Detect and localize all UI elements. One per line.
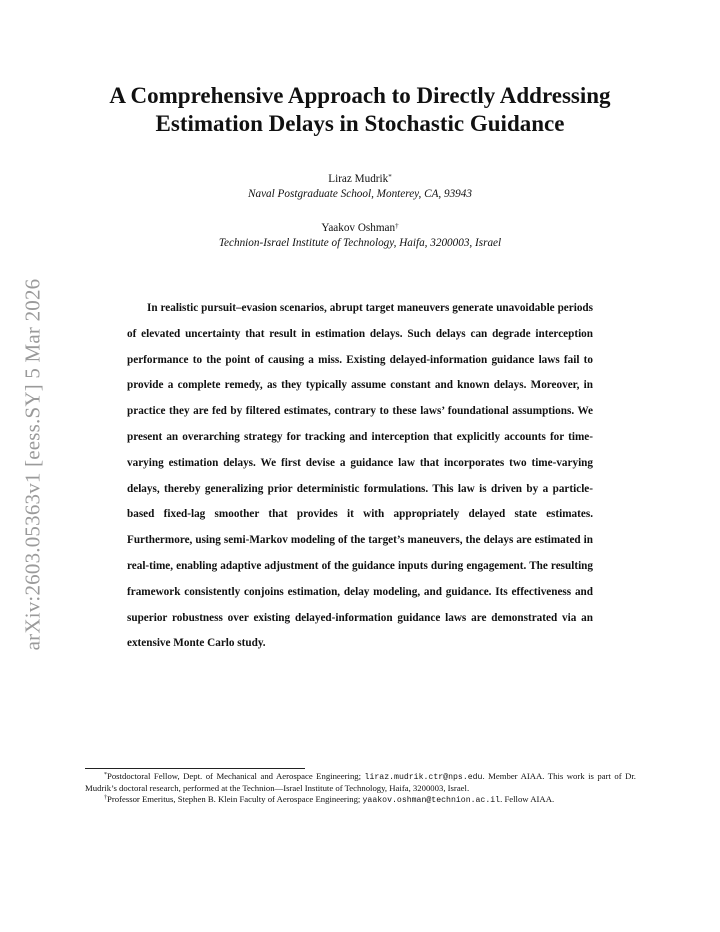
author-block-1 bbox=[70, 172, 650, 202]
author-footnote-mark: * bbox=[388, 173, 392, 181]
footnote-text: . Member AIAA. This work is part of Dr. Mudrik’s doctoral research, performed at the Technion—Israel Institute of Technology, Haifa, 3200003, Israel. bbox=[85, 771, 636, 793]
footnote-email: yaakov.oshman@technion.ac.il bbox=[362, 796, 501, 805]
author-name: Liraz Mudrik bbox=[328, 173, 389, 185]
arxiv-identifier-text: arXiv:2603.05363v1 [eess.SY] 5 Mar 2026 bbox=[20, 278, 45, 650]
author-name: Yaakov Oshman bbox=[321, 222, 396, 234]
author-affiliation: Technion-Israel Institute of Technology, Haifa, 3200003, Israel bbox=[218, 237, 502, 249]
paper-title bbox=[70, 82, 650, 138]
footnote-text: Postdoctoral Fellow, Dept. of Mechanical and Aerospace Engineering; bbox=[107, 771, 365, 781]
footnote-text: Professor Emeritus, Stephen B. Klein Faculty of Aerospace Engineering; bbox=[107, 794, 363, 804]
author-affiliation: Naval Postgraduate School, Monterey, CA, 93943 bbox=[248, 188, 472, 200]
arxiv-identifier-stamp bbox=[14, 254, 52, 674]
author-block-2 bbox=[70, 221, 650, 251]
footnote-text: . Fellow AIAA. bbox=[500, 794, 555, 804]
paper-title-line-2: Estimation Delays in Stochastic Guidance bbox=[155, 111, 565, 136]
footnotes bbox=[85, 771, 636, 806]
footnote-item bbox=[85, 794, 636, 806]
footnote-mark: † bbox=[104, 795, 107, 801]
author-footnote-mark: † bbox=[395, 222, 399, 230]
footnote-divider bbox=[85, 768, 305, 769]
footnote-item bbox=[85, 771, 636, 794]
footnote-mark: * bbox=[104, 772, 107, 778]
paper-title-line-1: A Comprehensive Approach to Directly Addressing bbox=[109, 83, 611, 108]
footnote-email: liraz.mudrik.ctr@nps.edu bbox=[364, 773, 483, 782]
abstract-paragraph: In realistic pursuit–evasion scenarios, abrupt target maneuvers generate unavoidable periods of elevated uncertainty that result in estimation delays. Such delays can degrade interception performance to the point of causing a miss. Existing delayed-information guidance laws fail to provide a complete remedy, as they typically assume constant and known delays. Moreover, in practice they are fed by filtered estimates, contrary to these laws’ foundational assumptions. We present an overarching strategy for tracking and interception that explicitly accounts for time-varying estimation delays. We first devise a guidance law that incorporates two time-varying delays, thereby generalizing prior deterministic formulations. This law is driven by a particle-based fixed-lag smoother that provides it with appropriately delayed state estimates. Furthermore, using semi-Markov modeling of the target’s maneuvers, the delays are estimated in real-time, enabling adaptive adjustment of the guidance inputs during engagement. The resulting framework consistently conjoins estimation, delay modeling, and guidance. Its effectiveness and superior robustness over existing delayed-information guidance laws are demonstrated via an extensive Monte Carlo study. bbox=[127, 302, 593, 650]
